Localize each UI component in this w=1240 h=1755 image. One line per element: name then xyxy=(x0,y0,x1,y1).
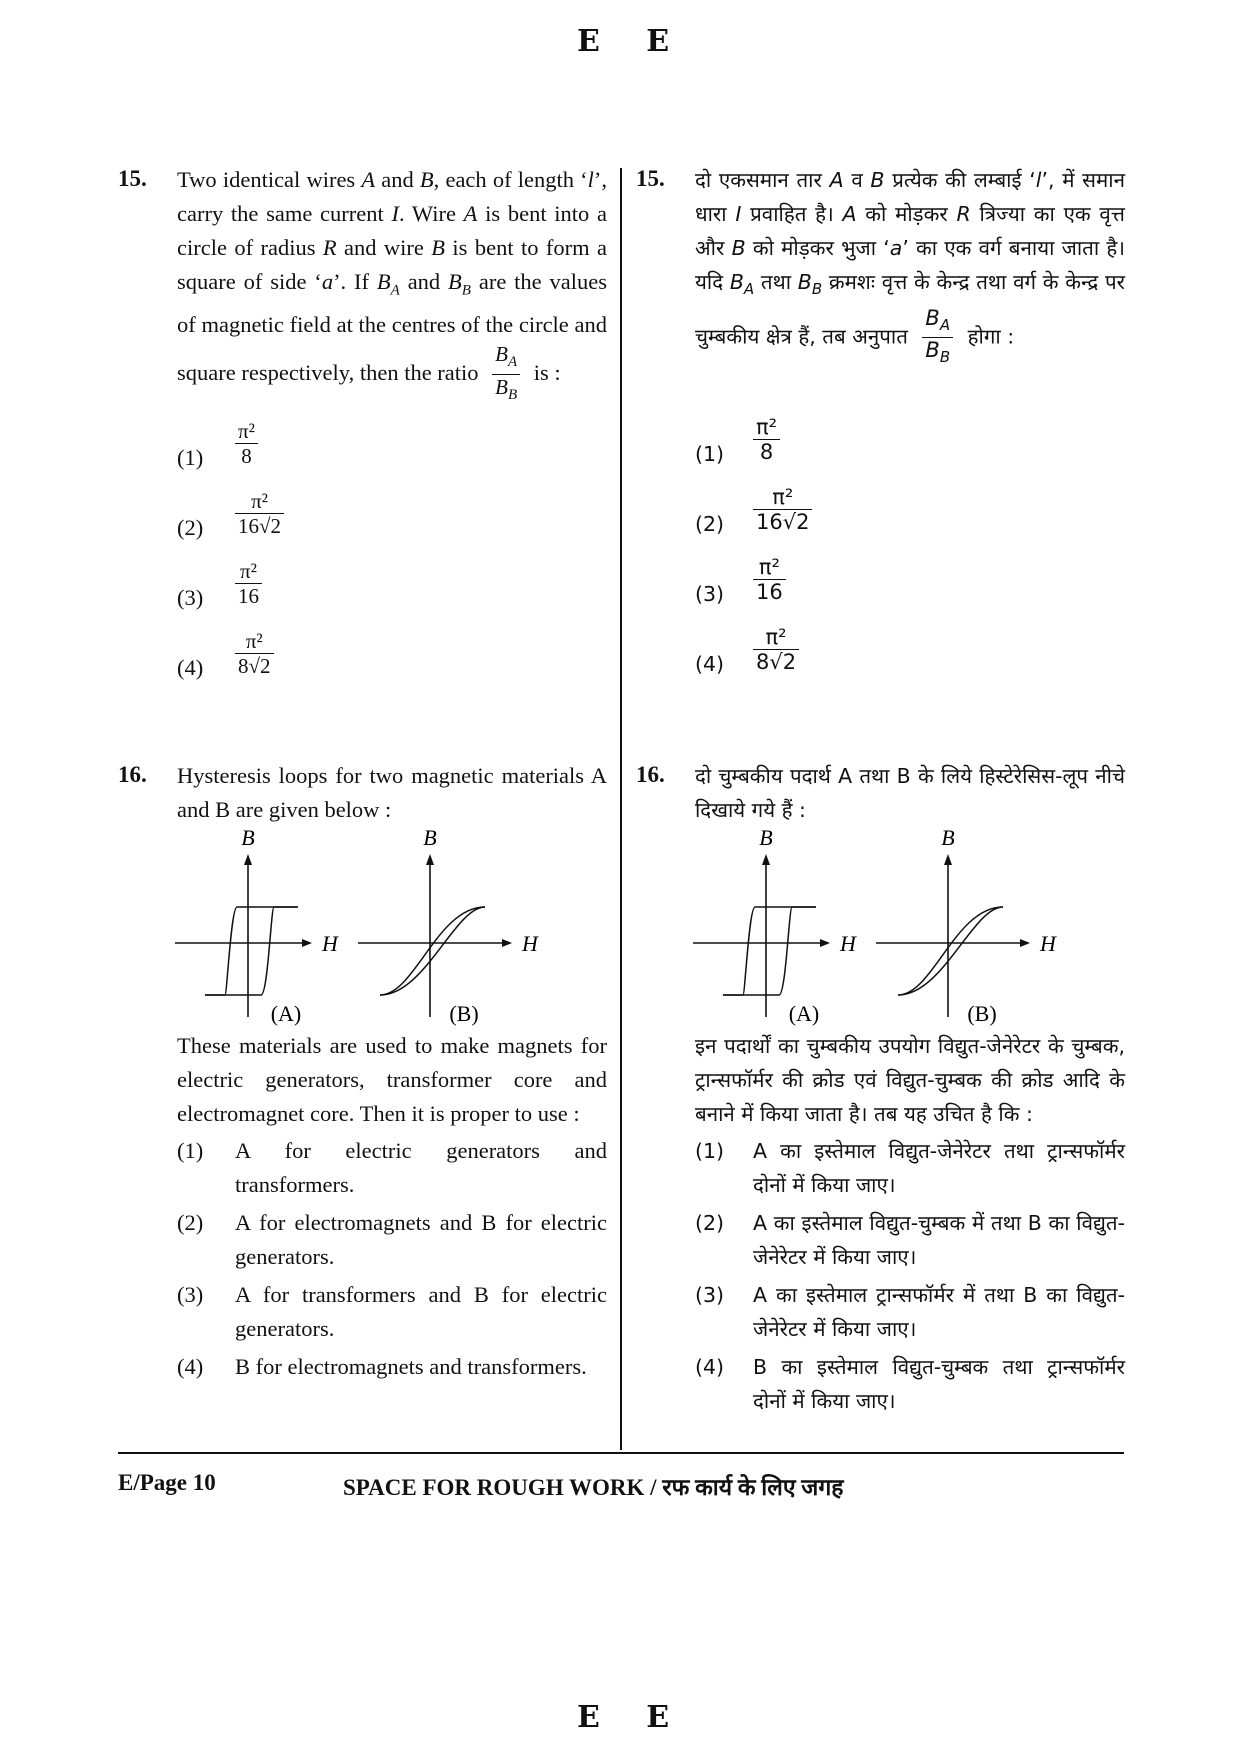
axis-b-label-a: B xyxy=(241,827,255,850)
loop-b-lower xyxy=(380,907,485,995)
b-axis-arrow-a xyxy=(762,854,770,865)
loop-b-upper xyxy=(898,907,1003,995)
hysteresis-figure-en xyxy=(175,827,605,1027)
q16-option-2-en[interactable]: (2) A for electromagnets and B for electric generators. xyxy=(177,1210,607,1269)
loop-b-label: (B) xyxy=(449,1001,479,1026)
q16-option-1-en[interactable]: (1) A for electric generators and transformers. xyxy=(177,1138,607,1197)
q16-hindi xyxy=(695,759,1125,1418)
q16-intro-en: Hysteresis loops for two magnetic materials A and B are given below : xyxy=(177,763,607,822)
h-axis-arrow-a xyxy=(820,939,830,947)
q16-number-en: 16. xyxy=(118,762,147,787)
q15-number-hi: 15. xyxy=(636,166,665,191)
q15-option-3-hi[interactable]: (3) $\frac{\text{π²}}{16}$ xyxy=(695,559,1125,629)
q15-option-4-en[interactable]: (4) $\frac{\text{π²}}{8√2}$ xyxy=(177,633,607,703)
b-axis-arrow-b xyxy=(944,854,952,865)
loop-a-lower xyxy=(205,907,298,995)
q16-option-4-en[interactable]: (4) B for electromagnets and transformers. xyxy=(177,1354,587,1379)
axis-h-label-a: H xyxy=(840,931,856,956)
axis-h-label-a: H xyxy=(322,931,338,956)
loop-a-label: (A) xyxy=(788,1001,820,1026)
ratio-fraction-en: $\frac{B_A}{B_B}$ xyxy=(492,342,520,407)
h-axis-arrow-b xyxy=(502,939,512,947)
loop-b-upper xyxy=(380,907,485,995)
b-axis-arrow-b xyxy=(426,854,434,865)
hysteresis-figure-hi xyxy=(693,827,1123,1027)
q15-option-2-hi[interactable]: (2) $\frac{\text{π²}}{16√2}$ xyxy=(695,489,1125,559)
rough-work-label: SPACE FOR ROUGH WORK / रफ कार्य के लिए जगह xyxy=(343,1475,844,1500)
footer-mark: E E xyxy=(577,1700,688,1735)
axis-h-label-b: H xyxy=(1040,931,1056,956)
axis-b-label-a: B xyxy=(759,827,773,850)
loop-a-upper xyxy=(723,907,816,995)
q15-option-1-en[interactable]: (1) $\frac{\text{π²}}{8}$ xyxy=(177,423,607,493)
q16-body-hi: इन पदार्थों का चुम्बकीय उपयोग विद्युत-जेनेरेटर के चुम्बक, ट्रान्सफॉर्मर की क्रोड एवं विद्युत-चुम्बक की क्रोड आदि के बनाने में किया जाता है। तब यह उचित है कि : xyxy=(695,1034,1125,1126)
q16-english xyxy=(177,759,607,1384)
q15-english xyxy=(177,163,607,703)
page-label: E/Page 10 xyxy=(118,1470,216,1495)
column-divider xyxy=(620,168,622,1450)
q16-body-en: These materials are used to make magnets for electric generators, transformer core and electromagnet core. Then it is proper to use : xyxy=(177,1033,607,1126)
q15-option-4-hi[interactable]: (4) $\frac{\text{π²}}{8√2}$ xyxy=(695,629,1125,699)
q16-number-hi: 16. xyxy=(636,762,665,787)
loop-a-lower xyxy=(723,907,816,995)
q16-option-3-hi[interactable]: (3) A का इस्तेमाल ट्रान्सफॉर्मर में तथा B का विद्युत-जेनेरेटर में किया जाए। xyxy=(695,1283,1125,1341)
q15-option-2-en[interactable]: (2) $\frac{\text{π²}}{16√2}$ xyxy=(177,493,607,563)
q15-option-3-en[interactable]: (3) $\frac{\text{π²}}{16}$ xyxy=(177,563,607,633)
header-mark: E E xyxy=(577,24,688,59)
q15-hindi xyxy=(695,163,1125,699)
loop-b-lower xyxy=(898,907,1003,995)
axis-b-label-b: B xyxy=(941,827,955,850)
q16-option-1-hi[interactable]: (1) A का इस्तेमाल विद्युत-जेनेरेटर तथा ट्रान्सफॉर्मर दोनों में किया जाए। xyxy=(695,1139,1125,1197)
h-axis-arrow-a xyxy=(302,939,312,947)
q16-option-2-hi[interactable]: (2) A का इस्तेमाल विद्युत-चुम्बक में तथा B का विद्युत-जेनेरेटर में किया जाए। xyxy=(695,1211,1125,1269)
footer-rule xyxy=(118,1452,1124,1454)
q15-stem-hi: दो एकसमान तार A व B प्रत्येक की लम्बाई ‘l’, में समान धारा I प्रवाहित है। A को मोड़कर R त्रिज्या का एक वृत्त और B को मोड़कर भुजा ‘a’ का एक वर्ग बनाया जाता है। यदि $B_A$ तथा $B_B$ क्रमशः वृत्त के केन्द्र तथा वर्ग के केन्द्र पर चुम्बकीय क्षेत्र हैं, तब अनुपात $\frac{B_A}{B_B}$ होगा : xyxy=(695,163,1125,369)
loop-a-label: (A) xyxy=(270,1001,302,1026)
q15-option-1-hi[interactable]: (1) $\frac{\text{π²}}{8}$ xyxy=(695,419,1125,489)
h-axis-arrow-b xyxy=(1020,939,1030,947)
q16-option-4-hi[interactable]: (4) B का इस्तेमाल विद्युत-चुम्बक तथा ट्रान्सफॉर्मर दोनों में किया जाए। xyxy=(695,1355,1125,1413)
loop-a-upper xyxy=(205,907,298,995)
axis-b-label-b: B xyxy=(423,827,437,850)
axis-h-label-b: H xyxy=(522,931,538,956)
q15-stem-en: Two identical wires A and B, each of length ‘l’, carry the same current I. Wire A is bent into a circle of radius R and wire B is bent to form a square of side ‘a’. If $B_A$ and $B_B$ are the values of magnetic field at the centres of the circle and square respectively, then the ratio $\frac{B_A}{B_B}$ is : xyxy=(177,163,607,407)
q15-number-en: 15. xyxy=(118,166,147,191)
loop-b-label: (B) xyxy=(967,1001,997,1026)
b-axis-arrow-a xyxy=(244,854,252,865)
q16-option-3-en[interactable]: (3) A for transformers and B for electric generators. xyxy=(177,1282,607,1341)
ratio-fraction-hi: $\frac{B_A}{B_B}$ xyxy=(922,306,953,369)
q16-intro-hi: दो चुम्बकीय पदार्थ A तथा B के लिये हिस्टेरेसिस-लूप नीचे दिखाये गये हैं : xyxy=(695,764,1125,822)
